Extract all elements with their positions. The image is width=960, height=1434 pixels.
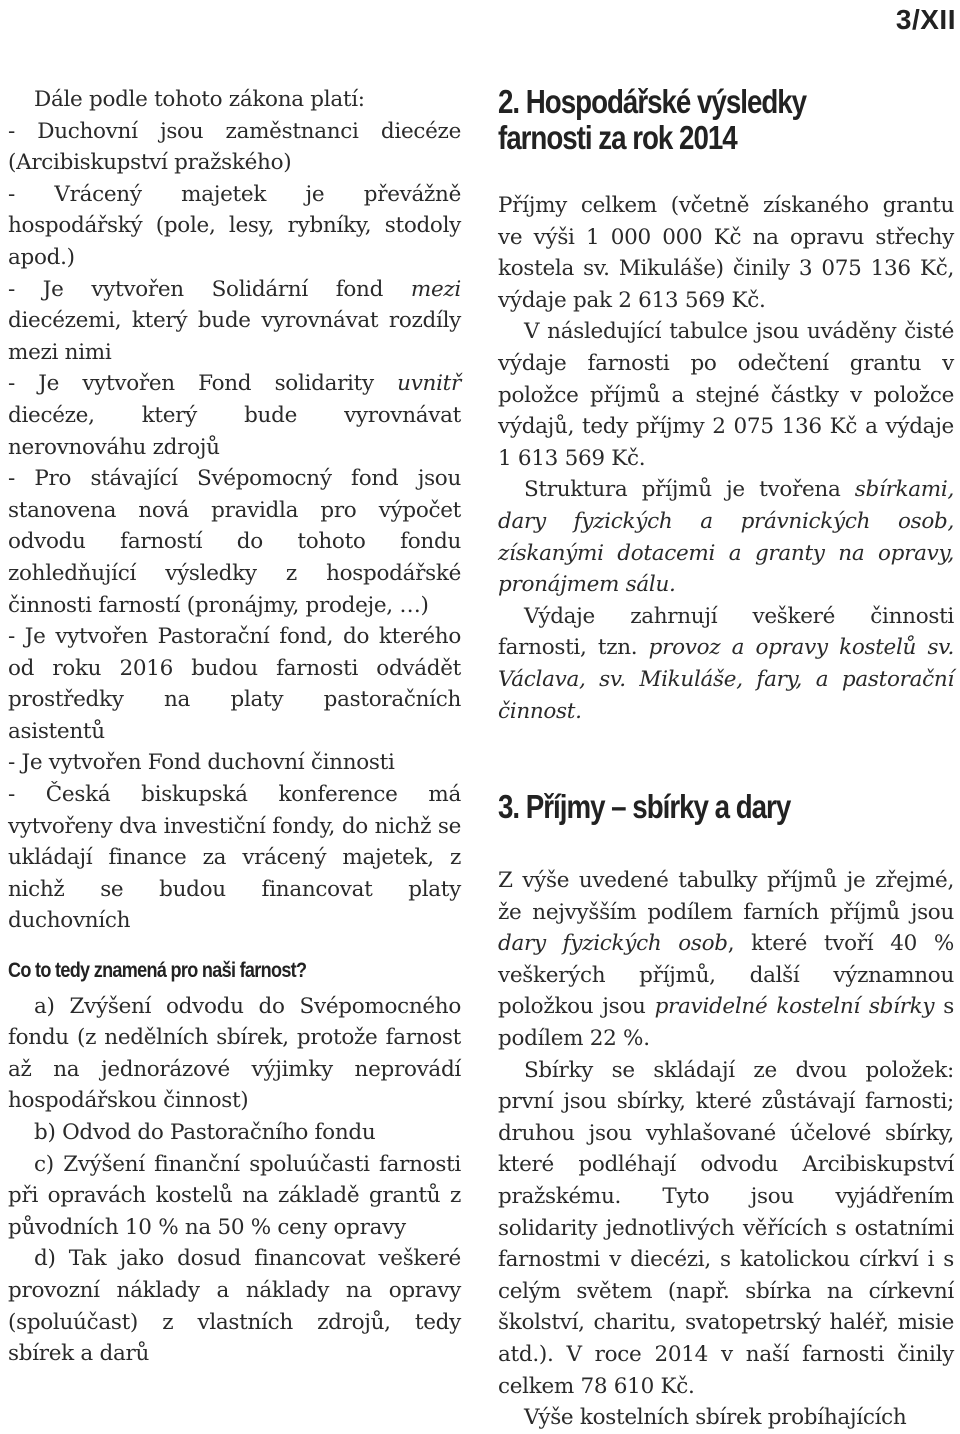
list-item: a) Zvýšení odvodu do Svépomocného fondu (z nedělních sbírek, protože farnost až na jednorázové výjimky neprovádí hospodářskou činnost) — [8, 993, 461, 1114]
list-item: d) Tak jako dosud financovat veškeré provozní náklady a náklady na opravy (spoluúčast) z vlastních zdrojů, tedy sbírek a darů — [8, 1246, 461, 1367]
paragraph: Sbírky se skládají ze dvou položek: první jsou sbírky, které zůstávají farnosti; druhou jsou vyhlašované účelové sbírky, které podléhají odvodu Arcibiskupství pražskému. Tyto jsou vyjádřením solidarity jednotlivých věřících s ostatními farnostmi v diecézi, s katolickou církví i s celým světem (např. sbírka na církevní školství, charitu, svatopetrský haléř, misie atd.). V roce 2014 v naší farnosti činily celkem 78 610 Kč. — [498, 1057, 954, 1399]
list-item: - Duchovní jsou zaměstnanci diecéze (Arcibiskupství pražského) — [8, 118, 461, 176]
paragraph: Příjmy celkem (včetně získaného grantu ve výši 1 000 000 Kč na opravu střechy kostela sv. Mikuláše) činily 3 075 136 Kč, výdaje pak 2 613 569 Kč. — [498, 193, 954, 313]
section-3-heading: 3. Příjmy – sbírky a dary — [498, 788, 791, 826]
list-item: - Vrácený majetek je převážně hospodářský (pole, lesy, rybníky, stodoly apod.) — [8, 181, 461, 270]
left-column — [8, 84, 461, 1370]
subheading: Co to tedy znamená pro naši farnost? — [8, 959, 307, 983]
paragraph: Z výše uvedené tabulky příjmů je zřejmé, že nejvyšším podílem farních příjmů jsou dary fyzických osob, které tvoří 40 % veškerých příjmů, další významnou položkou jsou pravidelné kostelní sbírky s podílem 22 %. — [498, 868, 954, 1052]
paragraph: Struktura příjmů je tvořena sbírkami, dary fyzických a právnických osob, získanými dotacemi a granty na opravy, pronájmem sálu. — [498, 477, 954, 598]
paragraph: Výdaje zahrnují veškeré činnosti farnosti, tzn. provoz a opravy kostelů sv. Václava, sv. Mikuláše, fary, a pastorační činnost. — [498, 603, 955, 724]
list-item: - Je vytvořen Solidární fond mezi diecézemi, který bude vyrovnávat rozdíly mezi nimi — [8, 276, 461, 365]
list-item: b) Odvod do Pastoračního fondu — [34, 1120, 376, 1145]
list-item: - Pro stávající Svépomocný fond jsou stanovena nová pravidla pro výpočet odvodu farností do tohoto fondu zohledňující výsledky z hospodářské činnosti farností (pronájmy, prodeje, …) — [8, 466, 461, 618]
page-number: 3/XII — [895, 4, 956, 35]
paragraph: V následující tabulce jsou uváděny čisté výdaje farnosti po odečtení grantu v položce příjmů a stejné částky v položce výdajů, tedy příjmy 2 075 136 Kč a výdaje 1 613 569 Kč. — [498, 319, 954, 471]
intro-text: Dále podle tohoto zákona platí: — [34, 87, 365, 112]
right-column — [498, 84, 954, 1434]
paragraph: Výše kostelních sbírek probíhajících — [524, 1405, 907, 1431]
list-item: c) Zvýšení finanční spoluúčasti farnosti při opravách kostelů na základě grantů z původních 10 % na 50 % ceny opravy — [8, 1151, 461, 1240]
list-item: - Je vytvořen Pastorační fond, do kterého od roku 2016 budou farnosti odvádět prostředky na platy pastoračních asistentů — [8, 624, 461, 744]
list-item: - Česká biskupská konference má vytvořeny dva investiční fondy, do nichž se ukládají finance za vrácený majetek, z nichž se budou financovat platy duchovních — [8, 782, 461, 934]
list-item: - Je vytvořen Fond duchovní činnosti — [8, 750, 395, 776]
list-item: - Je vytvořen Fond solidarity uvnitř diecéze, který bude vyrovnávat nerovnováhu zdrojů — [8, 371, 461, 460]
section-2-heading: 2. Hospodářské výsledky farnosti za rok 2014 — [498, 83, 807, 156]
